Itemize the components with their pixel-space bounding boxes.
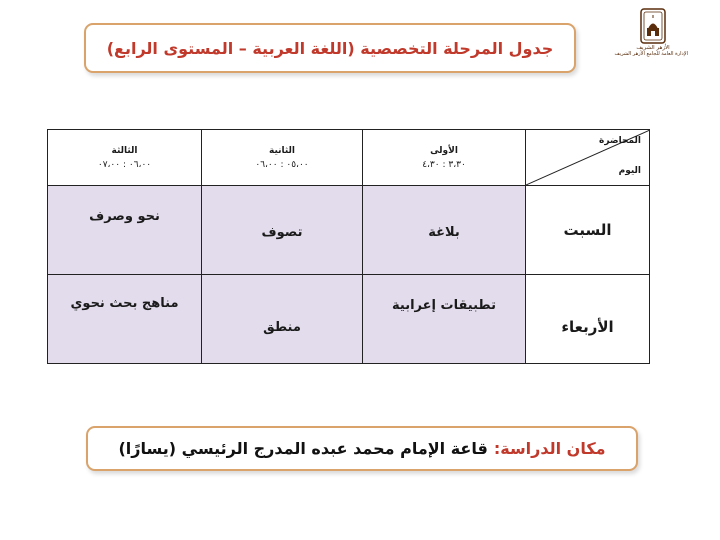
table-cell (48, 275, 202, 364)
cell-text: منطق (263, 319, 301, 335)
day-text: الأربعاء (561, 318, 614, 336)
cell-text: تصوف (261, 224, 303, 240)
column-time: ٠٥،٠٠ : ٠٦،٠٠ (255, 159, 309, 170)
column-time: ٣،٣٠ : ٤،٣٠ (422, 159, 466, 170)
column-time: ٠٦،٠٠ : ٠٧،٠٠ (97, 159, 152, 170)
column-name: الثالثة (111, 145, 138, 156)
column-header-second (202, 130, 363, 186)
cell-text: نحو وصرف (89, 208, 160, 224)
study-place-box (86, 426, 638, 471)
column-name: الأولى (430, 145, 458, 156)
cell-text: مناهج بحث نحوي (70, 295, 179, 311)
table-cell (202, 275, 363, 364)
mosque-emblem-icon (640, 8, 666, 44)
logo-line-2: الإدارة العامة للجامع الأزهر الشريف (614, 51, 688, 57)
logo-line-1: الأزهر الشريف (636, 45, 670, 51)
table-cell (48, 186, 202, 275)
study-place-value: قاعة الإمام محمد عبده المدرج الرئيسي (يسارًا) (118, 439, 488, 458)
header-row (48, 130, 650, 186)
day-label (526, 275, 650, 364)
study-place-label: مكان الدراسة: (493, 439, 606, 458)
schedule-table (47, 129, 650, 364)
table-row-saturday (48, 186, 650, 275)
table-cell (202, 186, 363, 275)
title-box (84, 23, 576, 73)
column-header-first (363, 130, 526, 186)
table-row-wednesday (48, 275, 650, 364)
day-label: السبت (526, 186, 650, 275)
corner-header (526, 130, 650, 186)
cell-text: تطبيقات إعرابية (392, 297, 496, 313)
page-title: جدول المرحلة التخصصية (اللغة العربية – المستوى الرابع) (106, 38, 554, 58)
column-header-third (48, 130, 202, 186)
azhar-logo (614, 8, 688, 80)
corner-label-day: اليوم (618, 166, 641, 176)
table-cell (363, 186, 526, 275)
corner-label-lecture: المحاضرة (599, 136, 641, 146)
table-cell (363, 275, 526, 364)
column-name: الثانية (268, 145, 296, 156)
cell-text: بلاغة (428, 224, 460, 240)
